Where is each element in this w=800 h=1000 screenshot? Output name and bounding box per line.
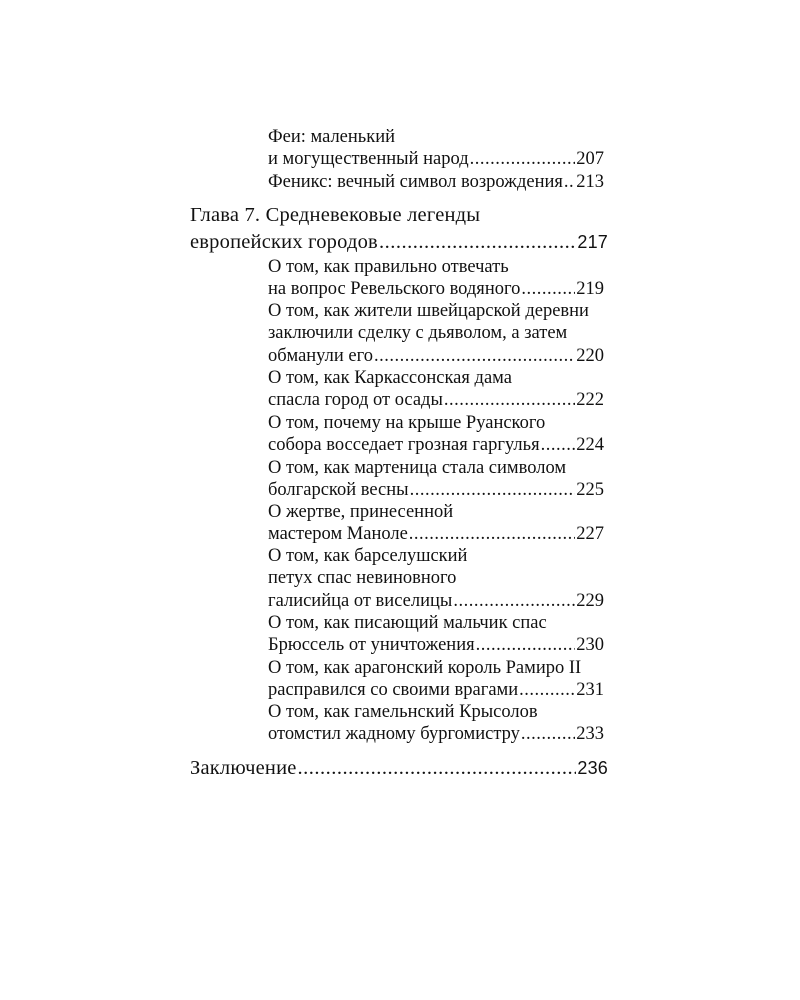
page-number: 230 bbox=[576, 635, 604, 656]
entry-line bbox=[268, 389, 604, 411]
entry-title-line: болгарской весны bbox=[268, 480, 409, 501]
entry-title-line: О том, как барселушский bbox=[268, 546, 468, 566]
entry-line bbox=[268, 567, 604, 589]
dot-leader bbox=[409, 523, 575, 545]
entry-line bbox=[268, 126, 604, 148]
entry-title-line: О жертве, принесенной bbox=[268, 502, 454, 522]
entry-title-line: О том, как арагонский король Рамиро II bbox=[268, 658, 582, 678]
page-number: 222 bbox=[576, 390, 604, 411]
page-number: 236 bbox=[577, 758, 608, 778]
entry-title-line: заключили сделку с дьяволом, а затем bbox=[268, 323, 568, 344]
page-number: 217 bbox=[577, 232, 608, 252]
toc-entry-swiss-village bbox=[268, 300, 604, 367]
page-number: 233 bbox=[576, 724, 604, 745]
entry-title-line: О том, как гамельнский Крысолов bbox=[268, 702, 538, 722]
entry-title-line: собора восседает грозная гаргулья bbox=[268, 435, 540, 456]
entry-title-line: расправился со своими врагами bbox=[268, 680, 519, 701]
entry-line bbox=[268, 322, 604, 344]
toc-conclusion bbox=[190, 755, 608, 782]
entry-title-line: обманули его bbox=[268, 345, 373, 366]
entry-line bbox=[268, 256, 604, 278]
chapter-title-line: европейских городов bbox=[190, 231, 378, 253]
toc-entry-manneken-pis bbox=[268, 612, 604, 657]
dot-leader bbox=[374, 345, 575, 367]
page-number: 225 bbox=[576, 480, 604, 501]
dot-leader bbox=[521, 723, 575, 745]
entry-line bbox=[268, 300, 604, 322]
toc-entry-carcassonne bbox=[268, 367, 604, 412]
entry-title-line: петух спас невиновного bbox=[268, 568, 457, 589]
toc-entry-revel bbox=[268, 256, 604, 301]
entry-line bbox=[268, 278, 604, 300]
page-number: 207 bbox=[576, 149, 604, 170]
page-number: 224 bbox=[576, 435, 604, 456]
chapter-title-line: Глава 7. Средневековые легенды bbox=[190, 204, 481, 226]
dot-leader bbox=[298, 755, 577, 782]
entry-line bbox=[268, 148, 604, 170]
page-number: 220 bbox=[576, 345, 604, 366]
entry-title-line: О том, как мартеница стала символом bbox=[268, 458, 567, 478]
entry-line bbox=[268, 701, 604, 723]
entry-line bbox=[268, 457, 604, 479]
dot-leader bbox=[453, 590, 575, 612]
page-number: 213 bbox=[576, 172, 604, 192]
page-number: 227 bbox=[576, 524, 604, 545]
entry-line bbox=[268, 171, 604, 193]
entry-title-line: О том, как Каркассонская дама bbox=[268, 368, 512, 388]
entry-line bbox=[190, 755, 608, 782]
entry-title-line: отомстил жадному бургомистру bbox=[268, 724, 520, 745]
dot-leader bbox=[541, 434, 576, 456]
toc-entry-hamelin bbox=[268, 701, 604, 746]
entry-line bbox=[268, 634, 604, 656]
entry-title-line: галисийца от виселицы bbox=[268, 590, 453, 611]
dot-leader bbox=[521, 278, 575, 300]
entry-title-line: О том, как правильно отвечать bbox=[268, 257, 509, 277]
dot-leader bbox=[470, 148, 576, 170]
dot-leader bbox=[476, 634, 576, 656]
toc-entry-barcelos-rooster bbox=[268, 545, 604, 612]
entry-line bbox=[268, 679, 604, 701]
toc-entry-rouen bbox=[268, 412, 604, 457]
entry-line bbox=[268, 612, 604, 634]
entry-line bbox=[268, 434, 604, 456]
entry-line bbox=[268, 657, 604, 679]
dot-leader bbox=[444, 389, 575, 411]
entry-title-line: Брюссель от уничтожения bbox=[268, 635, 475, 656]
page-number: 229 bbox=[576, 590, 604, 611]
toc-chapter-7 bbox=[190, 202, 608, 256]
toc-entry-ramiro bbox=[268, 657, 604, 702]
entry-line bbox=[268, 479, 604, 501]
entry-line bbox=[268, 590, 604, 612]
entry-line bbox=[268, 523, 604, 545]
chapter-title-line: Заключение bbox=[190, 757, 297, 779]
toc-entry-martenitsa bbox=[268, 457, 604, 502]
dot-leader bbox=[379, 229, 576, 256]
entry-title-line: О том, как жители швейцарской деревни bbox=[268, 301, 589, 321]
toc-entry-fairies bbox=[268, 126, 604, 171]
entry-title-line: Феи: маленький bbox=[268, 127, 396, 147]
entry-title-line: мастером Маноле bbox=[268, 524, 408, 545]
entry-line bbox=[268, 545, 604, 567]
dot-leader bbox=[564, 171, 575, 193]
page-number: 231 bbox=[576, 680, 604, 701]
entry-title-line: и могущественный народ bbox=[268, 149, 469, 170]
entry-line bbox=[268, 412, 604, 434]
entry-title-line: О том, почему на крыше Руанского bbox=[268, 413, 546, 433]
entry-line bbox=[268, 501, 604, 523]
entry-title-line: на вопрос Ревельского водяного bbox=[268, 279, 521, 300]
dot-leader bbox=[519, 679, 575, 701]
toc-entry-phoenix bbox=[268, 171, 604, 193]
entry-line bbox=[268, 367, 604, 389]
toc-entry-manole bbox=[268, 501, 604, 546]
entry-line bbox=[190, 229, 608, 256]
dot-leader bbox=[410, 479, 576, 501]
entry-title-line: О том, как писающий мальчик спас bbox=[268, 613, 547, 633]
entry-line bbox=[268, 345, 604, 367]
page-number: 219 bbox=[576, 279, 604, 300]
entry-line bbox=[268, 723, 604, 745]
entry-title-line: Феникс: вечный символ возрождения bbox=[268, 172, 563, 192]
entry-line bbox=[190, 202, 608, 229]
entry-title-line: спасла город от осады bbox=[268, 390, 443, 411]
